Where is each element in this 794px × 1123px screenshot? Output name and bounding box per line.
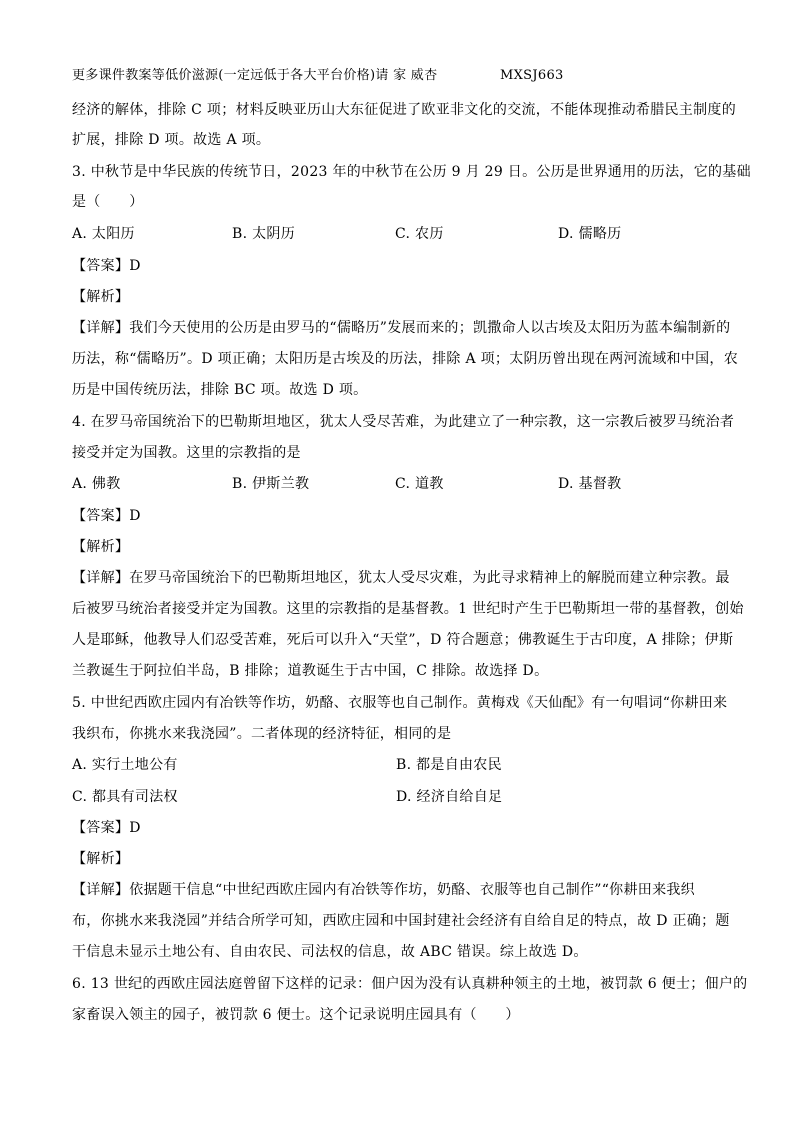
q5-answer: 【答案】D — [72, 820, 141, 836]
q6-stem-line-2: 家畜误入领主的园子，被罚款 6 便士。这个记录说明庄园具有（ ） — [72, 1007, 520, 1023]
page-header — [72, 66, 564, 86]
q4-option-d: D. 基督教 — [558, 476, 622, 492]
q4-option-b: B. 伊斯兰教 — [232, 476, 310, 492]
q4-detail-line-3: 人是耶稣，他教导人们忍受苦难，死后可以升入“天堂”，D 符合题意；佛教诞生于古印度，A 排除；伊斯 — [72, 632, 734, 648]
q4-option-a: A. 佛教 — [72, 476, 121, 492]
q4-options — [72, 474, 722, 494]
q3-stem-line-2: 是（ ） — [72, 194, 144, 210]
header-code: MXSJ663 — [500, 68, 564, 83]
q3-option-b: B. 太阴历 — [232, 226, 295, 242]
q3-detail-line-1: 【详解】我们今天使用的公历是由罗马的“儒略历”发展而来的；凯撒命人以古埃及太阳历为蓝本编制新的 — [72, 320, 731, 336]
q4-answer: 【答案】D — [72, 508, 141, 524]
q4-detail-line-1: 【详解】在罗马帝国统治下的巴勒斯坦地区，犹太人受尽灾难，为此寻求精神上的解脱而建立种宗教。最 — [72, 570, 730, 586]
q5-options-row-1 — [72, 755, 722, 775]
q3-option-c: C. 农历 — [395, 226, 444, 242]
q5-option-b: B. 都是自由农民 — [396, 757, 502, 773]
q5-detail-line-1: 【详解】依据题干信息“中世纪西欧庄园内有冶铁等作坊，奶酪、衣服等也自己制作”“你耕田来我织 — [72, 882, 695, 898]
q5-stem-line-1: 5. 中世纪西欧庄园内有冶铁等作坊，奶酪、衣服等也自己制作。黄梅戏《天仙配》有一句唱词“你耕田来 — [72, 695, 728, 711]
q3-option-d: D. 儒略历 — [558, 226, 622, 242]
header-text: 更多课件教案等低价滋源(一定远低于各大平台价格)请 家 威杏 — [72, 68, 438, 83]
q4-detail-line-2: 后被罗马统治者接受并定为国教。这里的宗教指的是基督教。1 世纪时产生于巴勒斯坦一带的基督教，创始 — [72, 601, 744, 617]
intro-line-2: 扩展，排除 D 项。故选 A 项。 — [72, 132, 271, 148]
q5-detail-line-3: 干信息未显示土地公有、自由农民、司法权的信息，故 ABC 错误。综上故选 D。 — [72, 944, 588, 960]
q3-analysis-label: 【解析】 — [72, 289, 130, 305]
q3-stem-line-1: 3. 中秋节是中华民族的传统节日，2023 年的中秋节在公历 9 月 29 日。公历是世界通用的历法，它的基础 — [72, 164, 751, 180]
q5-stem-line-2: 我织布，你挑水来我浇园”。二者体现的经济特征，相同的是 — [72, 726, 452, 742]
q3-options — [72, 224, 722, 244]
q6-stem-line-1: 6. 13 世纪的西欧庄园法庭曾留下这样的记录：佃户因为没有认真耕种领主的土地，被罚款 6 便士；佃户的 — [72, 976, 748, 992]
q3-detail-line-3: 历是中国传统历法，排除 BC 项。故选 D 项。 — [72, 382, 368, 398]
q3-detail-line-2: 历法，称“儒略历”。D 项正确；太阳历是古埃及的历法，排除 A 项；太阴历曾出现在两河流域和中国，农 — [72, 351, 738, 367]
q5-option-d: D. 经济自给自足 — [396, 789, 503, 805]
q3-option-a: A. 太阳历 — [72, 226, 135, 242]
q3-answer: 【答案】D — [72, 258, 141, 274]
q4-analysis-label: 【解析】 — [72, 539, 130, 555]
q5-options-row-2 — [72, 787, 722, 807]
q4-stem-line-2: 接受并定为国教。这里的宗教指的是 — [72, 445, 301, 461]
q5-option-c: C. 都具有司法权 — [72, 789, 178, 805]
q5-analysis-label: 【解析】 — [72, 851, 130, 867]
intro-line-1: 经济的解体，排除 C 项；材料反映亚历山大东征促进了欧亚非文化的交流，不能体现推动希腊民主制度的 — [72, 102, 737, 118]
q4-option-c: C. 道教 — [395, 476, 444, 492]
q5-option-a: A. 实行土地公有 — [72, 757, 178, 773]
q4-stem-line-1: 4. 在罗马帝国统治下的巴勒斯坦地区，犹太人受尽苦难，为此建立了一种宗教，这一宗教后被罗马统治者 — [72, 414, 735, 430]
q5-detail-line-2: 布，你挑水来我浇园”并结合所学可知，西欧庄园和中国封建社会经济有自给自足的特点，故 D 正确；题 — [72, 913, 730, 929]
q4-detail-line-4: 兰教诞生于阿拉伯半岛，B 排除；道教诞生于古中国，C 排除。故选择 D。 — [72, 663, 549, 679]
